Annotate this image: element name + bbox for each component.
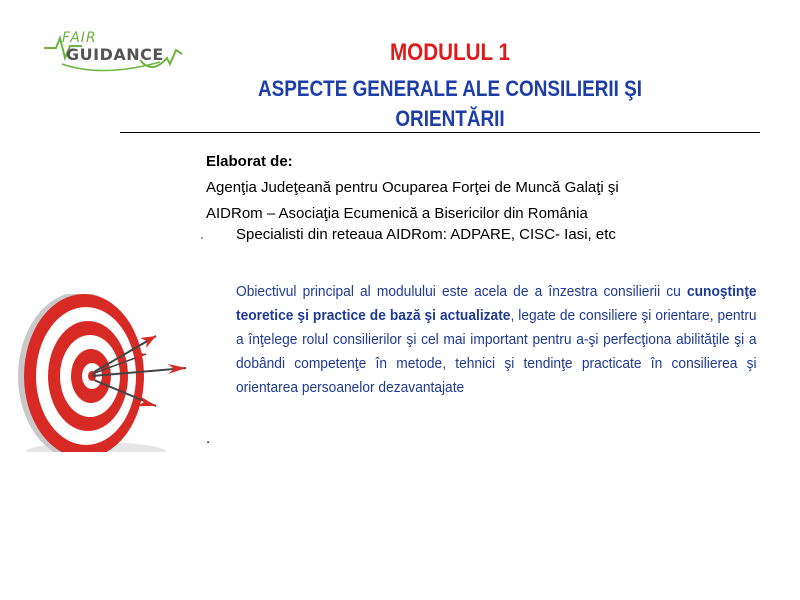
logo-guidance-text: GUIDANCE [66, 45, 164, 64]
credits-label: Elaborat de: [206, 153, 293, 170]
objective-text-start: Obiectivul principal al modulului este acela de a înzestra consilierii cu [236, 284, 687, 300]
objective-text-end: , legate de consiliere şi orientare, pentru a înţelege rolul consilierilor şi cel mai important pentru a-şi perfecţiona abilităţile şi a dobândi competenţe în metode, tehnici şi tendinţe practicate în consilierea şi orientarea persoanelor dezavantajate [236, 308, 757, 396]
module-subtitle [235, 74, 665, 134]
credits-block [206, 149, 726, 227]
credits-bullet-text: Specialisti din reteaua AIDRom: ADPARE, CISC- Iasi, etc [236, 226, 616, 243]
module-subtitle-line-1: ASPECTE GENERALE ALE CONSILIERII ŞI [257, 76, 643, 101]
module-subtitle-line-2: ORIENTĂRII [395, 106, 505, 131]
fair-guidance-logo [42, 20, 192, 82]
logo-fair-text: FAIR [62, 30, 97, 46]
objective-paragraph [236, 280, 757, 400]
objective-text-bold: cunoştinţe teoretice şi practice de bază şi actualizate [236, 284, 757, 324]
credits-line-2: AIDRom – Asociaţia Ecumenică a Bisericilor din România [206, 205, 588, 222]
bullet-marker: · [200, 230, 204, 244]
credits-line-1: Agenţia Judeţeană pentru Ocuparea Forţei de Muncă Galaţi şi [206, 179, 619, 196]
target-with-arrows-icon [8, 294, 193, 452]
module-title: MODULUL 1 [389, 39, 511, 66]
trailing-mark: . [206, 430, 211, 447]
header-divider [120, 132, 760, 133]
